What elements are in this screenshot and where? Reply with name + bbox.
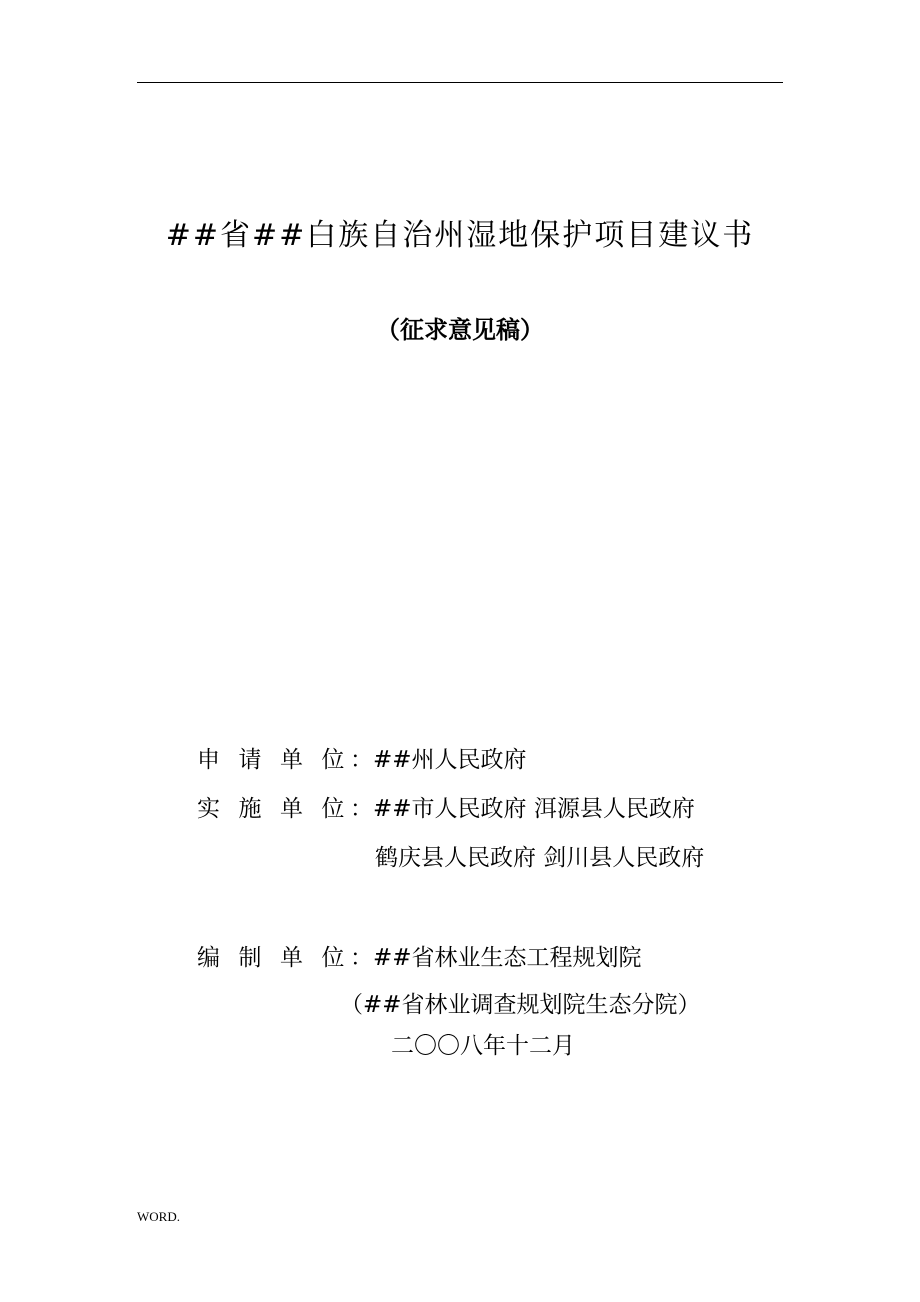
implementer-line bbox=[197, 794, 695, 824]
implementer-label: 实 施 单 位： bbox=[197, 796, 373, 822]
document-title: ##省##白族自治州湿地保护项目建议书 bbox=[165, 218, 755, 253]
document-date: 二〇〇八年十二月 bbox=[391, 1033, 575, 1059]
implementer-value-line2: 鹤庆县人民政府 剑川县人民政府 bbox=[375, 845, 705, 871]
compiler-label: 编 制 单 位： bbox=[197, 945, 373, 971]
implementer-value-line1: ##市人民政府 洱源县人民政府 bbox=[373, 796, 695, 822]
footer-text: WORD. bbox=[137, 1209, 180, 1224]
applicant-line bbox=[197, 745, 527, 775]
applicant-label: 申 请 单 位： bbox=[197, 747, 373, 773]
applicant-value: ##州人民政府 bbox=[373, 747, 527, 773]
compiler-line bbox=[197, 943, 642, 973]
compiler-value: ##省林业生态工程规划院 bbox=[373, 945, 642, 971]
document-subtitle: （征求意见稿） bbox=[376, 315, 544, 344]
compiler-value-sub: （##省林业调查规划院生态分院） bbox=[340, 992, 701, 1018]
header-rule bbox=[137, 82, 783, 83]
